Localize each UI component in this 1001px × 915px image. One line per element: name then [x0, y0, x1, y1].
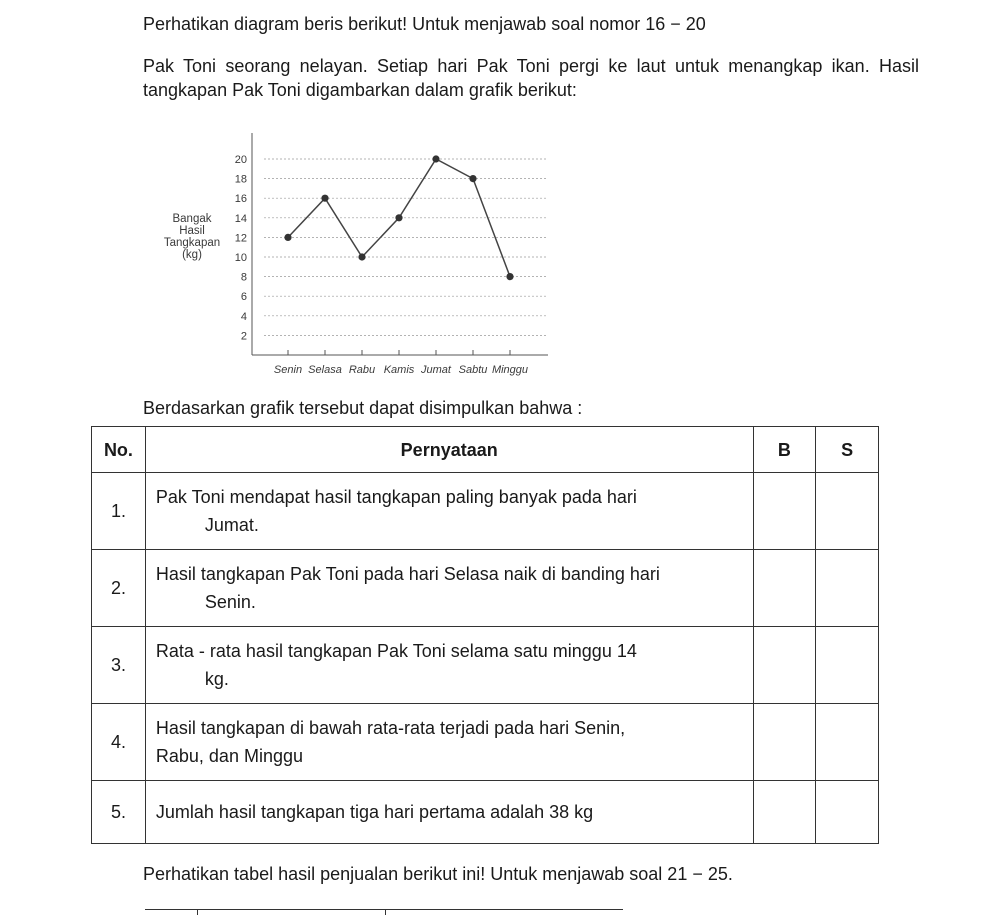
y-axis-label [164, 213, 220, 261]
statement-line: Jumlah hasil tangkapan tiga hari pertama adalah 38 kg [155, 802, 594, 822]
x-tick-label: Rabu [348, 364, 376, 376]
x-tick-label: Sabtu [458, 364, 488, 376]
row-number: 5. [92, 781, 146, 844]
header-true: B [753, 427, 816, 473]
row-statement [145, 704, 753, 781]
data-point [284, 234, 291, 241]
header-statement: Pernyataan [145, 427, 753, 473]
x-tick-label: Selasa [308, 364, 342, 376]
y-tick-label: 6 [240, 291, 247, 304]
y-axis-label-line: Hasil [179, 225, 205, 237]
y-axis-label-line: Tangkapan [163, 237, 221, 249]
next-table-top-border [145, 909, 623, 910]
table-row [92, 473, 879, 550]
data-points [284, 155, 513, 280]
y-tick-label: 8 [240, 271, 247, 284]
statement-line-cont: Senin. [204, 592, 256, 612]
statement-line-cont: Rabu, dan Minggu [155, 746, 303, 766]
statement-line: Rata - rata hasil tangkapan Pak Toni selama satu minggu 14 [155, 641, 637, 661]
statement-line: Hasil tangkapan di bawah rata-rata terjadi pada hari Senin, [155, 718, 626, 738]
y-tick-labels [235, 154, 247, 342]
row-statement [145, 550, 753, 627]
x-tick-label: Kamis [383, 364, 415, 376]
table-row [92, 627, 879, 704]
row-number: 2. [92, 550, 146, 627]
next-table-divider [197, 909, 198, 915]
data-point [321, 195, 328, 202]
y-tick-label: 4 [240, 310, 247, 323]
answer-false-cell[interactable] [816, 550, 879, 627]
story-paragraph: Pak Toni seorang nelayan. Setiap hari Pak Toni pergi ke laut untuk menangkap ikan. Hasil tangkapan Pak Toni digambarkan dalam grafik berikut: [143, 56, 919, 100]
grid-lines [264, 159, 548, 335]
answer-false-cell[interactable] [816, 704, 879, 781]
statement-line-cont: Jumat. [204, 515, 259, 535]
row-number: 3. [92, 627, 146, 704]
row-statement [145, 627, 753, 704]
data-point [432, 155, 439, 162]
y-tick-label: 18 [234, 173, 247, 186]
answer-true-cell[interactable] [753, 473, 816, 550]
y-axis-label-line: Bangak [172, 213, 212, 225]
statement-line: Hasil tangkapan Pak Toni pada hari Selasa naik di banding hari [155, 564, 660, 584]
y-tick-label: 2 [240, 330, 247, 343]
table-row [92, 781, 879, 844]
row-statement [145, 781, 753, 844]
answer-true-cell[interactable] [753, 627, 816, 704]
catch-line-chart [150, 125, 570, 387]
answer-true-cell[interactable] [753, 704, 816, 781]
answer-true-cell[interactable] [753, 781, 816, 844]
x-tick-label: Jumat [421, 364, 451, 376]
statement-line: Pak Toni mendapat hasil tangkapan paling banyak pada hari [155, 487, 637, 507]
y-tick-label: 12 [234, 232, 247, 245]
statement-table [91, 426, 879, 844]
y-axis-label-line: (kg) [182, 249, 202, 261]
row-statement [145, 473, 753, 550]
data-point [469, 175, 476, 182]
x-tick-label: Minggu [491, 364, 529, 376]
answer-true-cell[interactable] [753, 550, 816, 627]
answer-false-cell[interactable] [816, 627, 879, 704]
conclusion-text: Berdasarkan grafik tersebut dapat disimpulkan bahwa : [143, 398, 583, 418]
y-tick-label: 10 [234, 252, 247, 264]
data-point [395, 214, 402, 221]
header-no: No. [92, 427, 146, 473]
table-row [92, 550, 879, 627]
table-header-row [92, 427, 879, 473]
y-tick-label: 14 [234, 212, 247, 225]
intro-instruction: Perhatikan diagram beris berikut! Untuk menjawab soal nomor 16 − 20 [143, 14, 706, 34]
row-number: 1. [92, 473, 146, 550]
next-instruction: Perhatikan tabel hasil penjualan berikut ini! Untuk menjawab soal 21 − 25. [143, 864, 733, 884]
header-false: S [816, 427, 879, 473]
next-table-divider [385, 909, 386, 915]
answer-false-cell[interactable] [816, 473, 879, 550]
row-number: 4. [92, 704, 146, 781]
statement-line-cont: kg. [204, 669, 229, 689]
table-row [92, 704, 879, 781]
y-tick-label: 16 [234, 193, 247, 206]
data-point [358, 253, 365, 260]
answer-false-cell[interactable] [816, 781, 879, 844]
x-tick-labels [274, 350, 528, 376]
y-tick-label: 20 [234, 154, 247, 166]
data-point [506, 273, 513, 280]
x-tick-label: Senin [273, 364, 303, 376]
